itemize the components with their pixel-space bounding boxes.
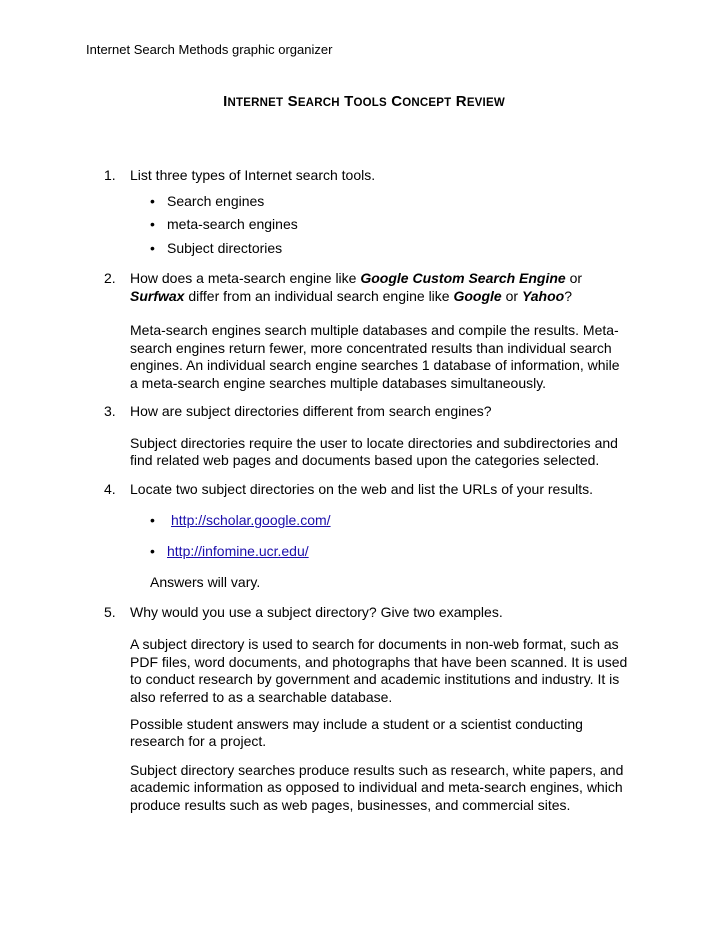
question-3-text: How are subject directories different from search engines? bbox=[130, 403, 492, 419]
answer-line: Possible student answers may include a student or a scientist conducting bbox=[130, 716, 583, 732]
answer-line: produce results such as web pages, businesses, and commercial sites. bbox=[130, 797, 571, 813]
answer-line: A subject directory is used to search for documents in non-web format, such as bbox=[130, 636, 619, 652]
answer-line: a meta-search engine searches multiple databases simultaneously. bbox=[130, 375, 547, 391]
answer-line: Meta-search engines search multiple databases and compile the results. Meta- bbox=[130, 322, 619, 338]
bullet-icon: • bbox=[150, 512, 155, 528]
answer-line: academic information as opposed to individual and meta-search engines, which bbox=[130, 779, 623, 795]
question-1-number: 1. bbox=[104, 167, 116, 183]
answer-line: engines. An individual search engine searches 1 database of information, while bbox=[130, 357, 620, 373]
answer-line: search engines return fewer, more concentrated results than individual search bbox=[130, 340, 612, 356]
title-word: SEARCH bbox=[287, 93, 340, 110]
running-header: Internet Search Methods graphic organizer bbox=[86, 42, 333, 57]
question-3-number: 3. bbox=[104, 403, 116, 419]
bullet-icon: • bbox=[150, 240, 155, 256]
url-link-scholar[interactable]: http://scholar.google.com/ bbox=[171, 512, 331, 528]
bullet-icon: • bbox=[150, 543, 155, 559]
bullet-icon: • bbox=[150, 193, 155, 209]
page-title bbox=[0, 93, 728, 110]
list-item: Subject directories bbox=[167, 240, 283, 256]
answer-note: Answers will vary. bbox=[150, 574, 261, 590]
title-word: TOOLS bbox=[344, 93, 387, 110]
question-1-text: List three types of Internet search tools. bbox=[130, 167, 376, 183]
question-5-number: 5. bbox=[104, 604, 116, 620]
list-item: Search engines bbox=[167, 193, 265, 209]
question-2-line-2: Surfwax differ from an individual search engine like Google or Yahoo? bbox=[130, 288, 573, 304]
answer-line: find related web pages and documents based upon the categories selected. bbox=[130, 452, 600, 468]
answer-line: Subject directory searches produce results such as research, white papers, and bbox=[130, 762, 624, 778]
answer-line: PDF files, word documents, and photographs that have been scanned. It is used bbox=[130, 654, 628, 670]
question-4-number: 4. bbox=[104, 481, 116, 497]
answer-line: research for a project. bbox=[130, 733, 267, 749]
answer-line: Subject directories require the user to locate directories and subdirectories and bbox=[130, 435, 618, 451]
url-link-infomine[interactable]: http://infomine.ucr.edu/ bbox=[167, 543, 309, 559]
question-4-text: Locate two subject directories on the web and list the URLs of your results. bbox=[130, 481, 594, 497]
answer-line: to conduct research by government and academic institutions and industry. It is bbox=[130, 671, 620, 687]
title-word: REVIEW bbox=[455, 93, 505, 110]
question-5-text: Why would you use a subject directory? Give two examples. bbox=[130, 604, 503, 620]
title-word: INTERNET bbox=[223, 93, 284, 110]
bullet-icon: • bbox=[150, 216, 155, 232]
question-2-line-1: How does a meta-search engine like Google Custom Search Engine or bbox=[130, 270, 583, 286]
answer-line: also referred to as a searchable database. bbox=[130, 689, 393, 705]
list-item: meta-search engines bbox=[167, 216, 298, 232]
title-word: CONCEPT bbox=[391, 93, 452, 110]
question-2-number: 2. bbox=[104, 270, 116, 286]
